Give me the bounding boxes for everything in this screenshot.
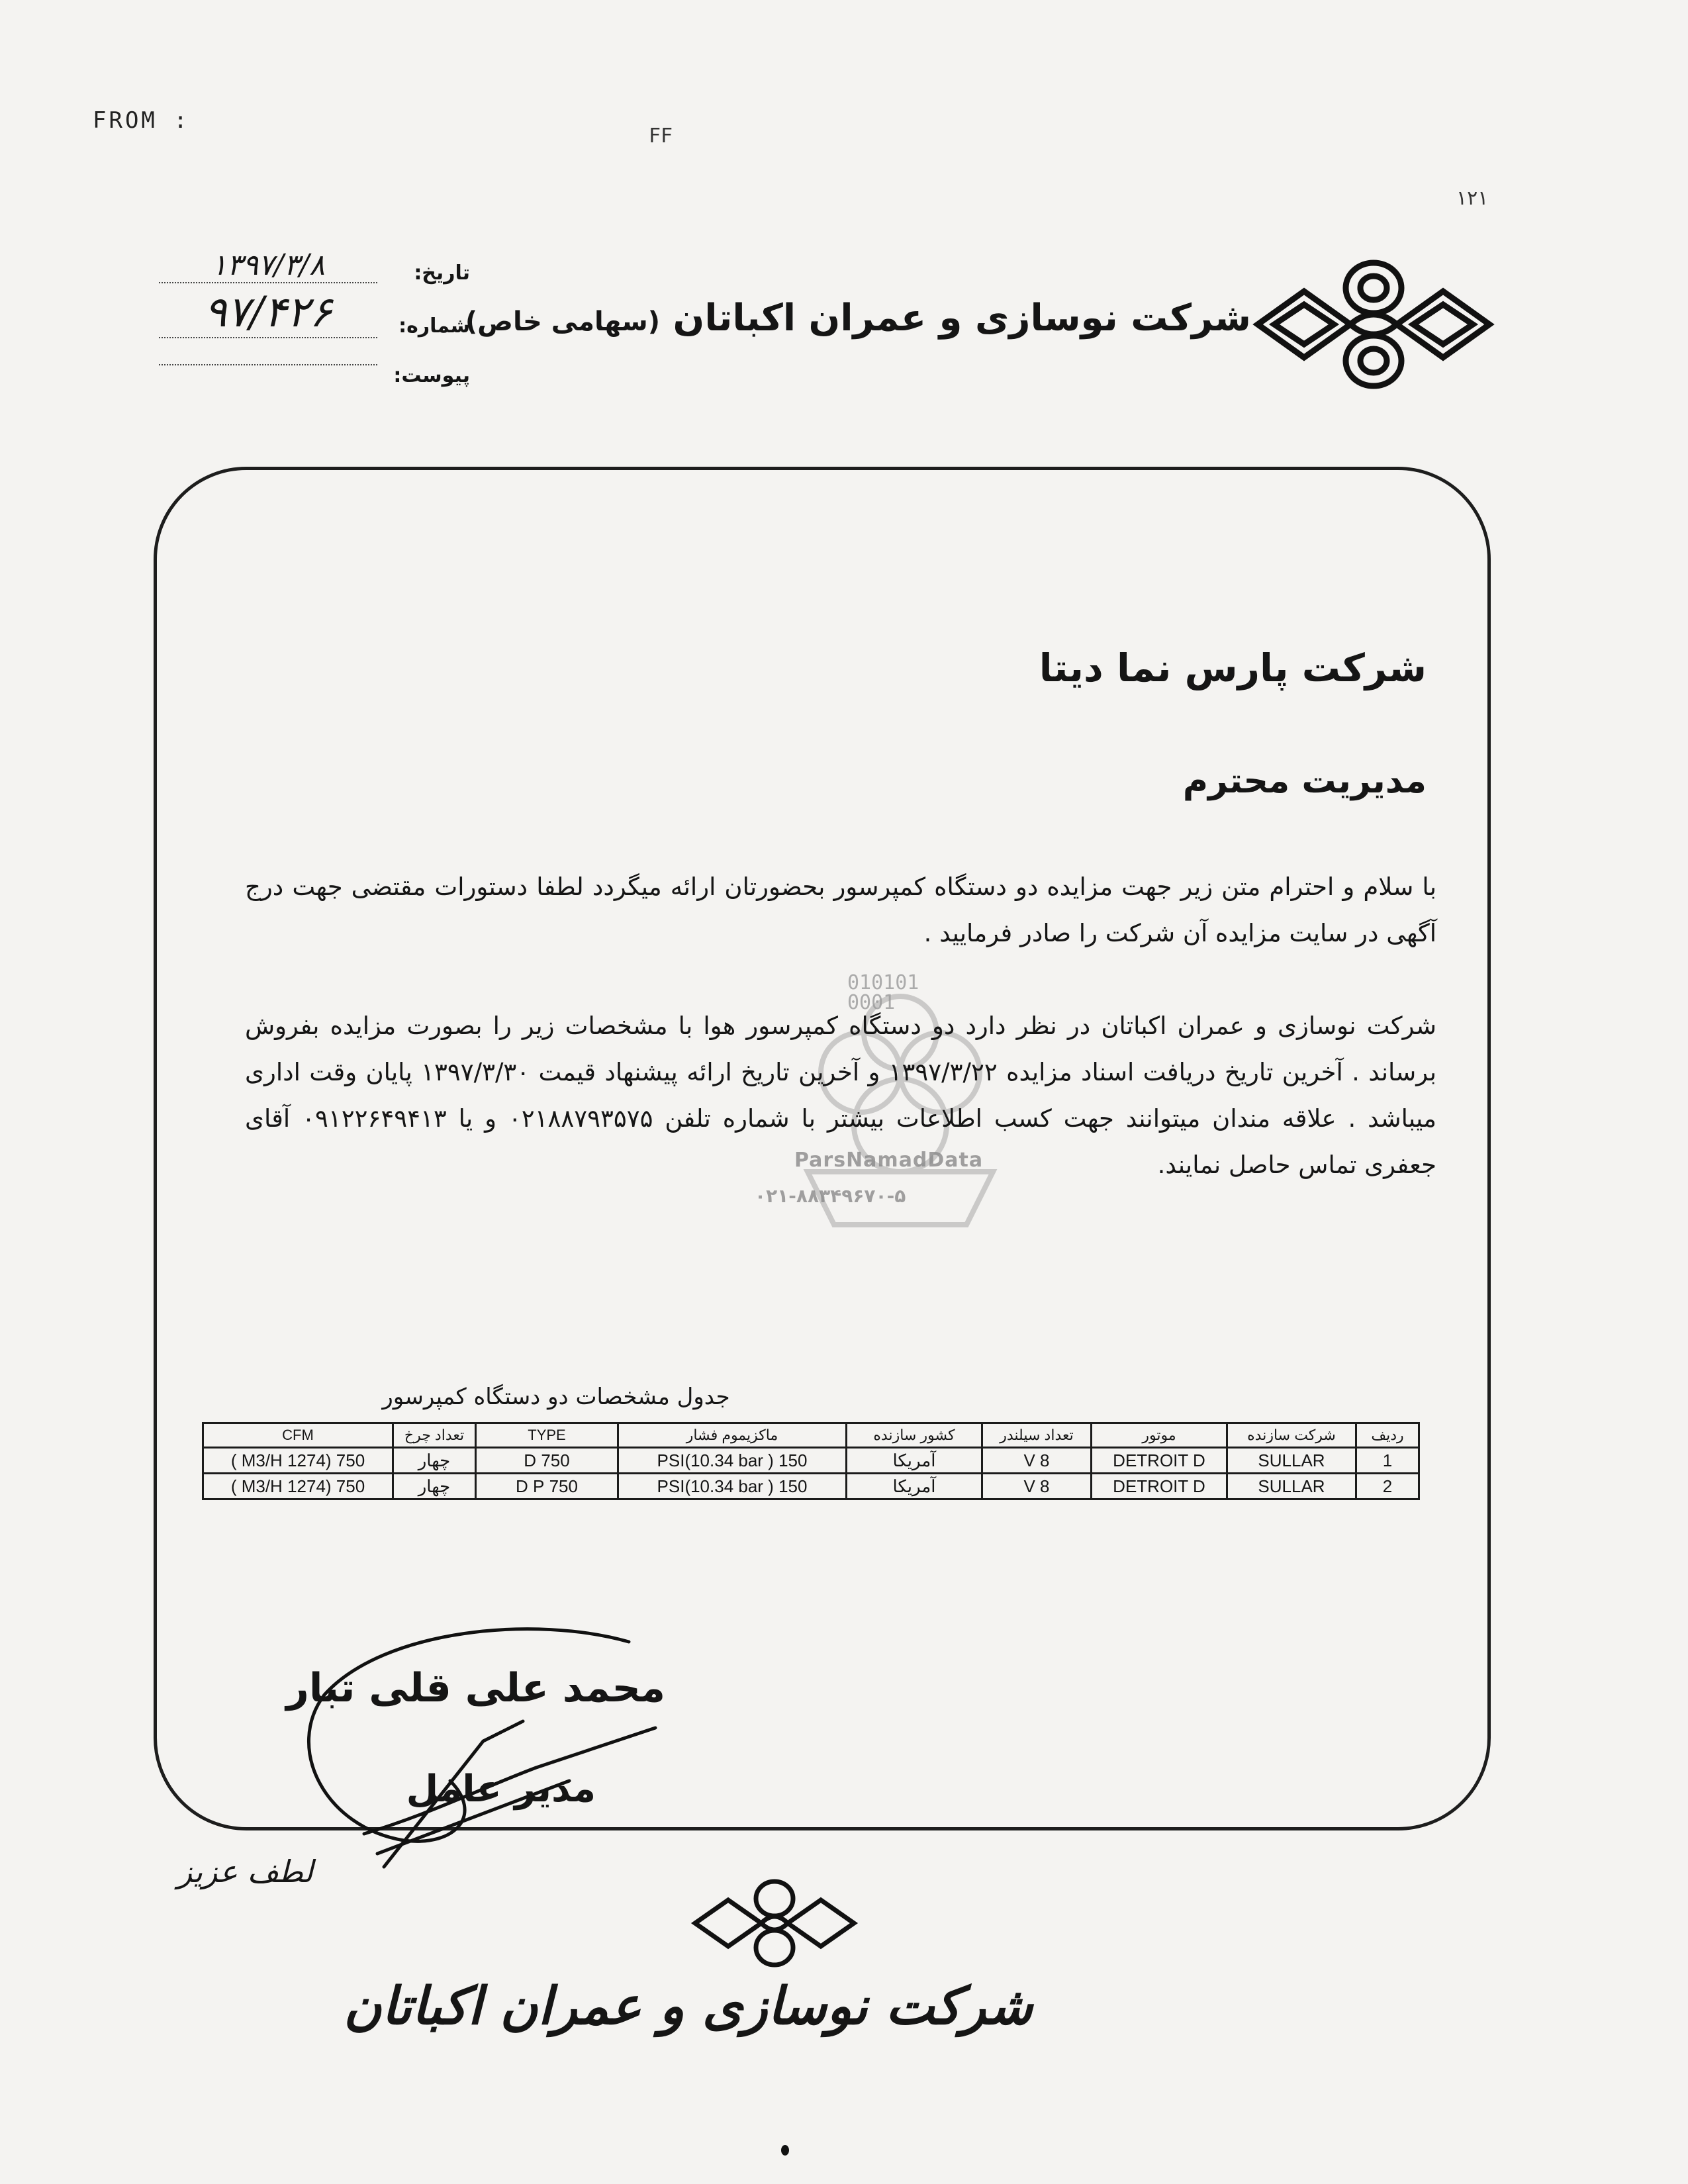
cell-cfm: 750 (1274 M3/H ) <box>203 1448 393 1474</box>
cell-row-no: 2 <box>1356 1474 1419 1499</box>
cell-type: 750 D P <box>476 1474 618 1499</box>
cell-type: 750 D <box>476 1448 618 1474</box>
compressor-specs-table <box>202 1422 1420 1500</box>
col-header-cylinders: تعداد سیلندر <box>982 1423 1092 1448</box>
cell-row-no: 1 <box>1356 1448 1419 1474</box>
cell-manufacturer: SULLAR <box>1227 1448 1356 1474</box>
handwritten-note: لطف عزیز <box>177 1854 314 1889</box>
number-value: ۹۷/۴۲۶ <box>159 288 377 338</box>
handwritten-signature <box>285 1615 695 1893</box>
attachment-value <box>159 364 377 365</box>
watermark-digits-line1: 010101 <box>847 971 919 994</box>
cell-max-pressure: 150 PSI(10.34 bar ) <box>618 1448 847 1474</box>
cell-manufacturer: SULLAR <box>1227 1474 1356 1499</box>
cell-engine: DETROIT D <box>1092 1448 1227 1474</box>
cell-engine: DETROIT D <box>1092 1474 1227 1499</box>
attachment-field <box>159 364 470 387</box>
stamp-knot-logo <box>688 1874 861 1973</box>
body-paragraph-2: شرکت نوسازی و عمران اکباتان در نظر دارد دو دستگاه کمپرسور هوا با مشخصات زیر را بصورت مزایده بفروش برساند . آخرین تاریخ دریافت اسناد مزایده ۱۳۹۷/۳/۲۲ و آخرین تاریخ ارائه پیشنهاد قیمت ۱۳۹۷/۳/۳۰ پایان وقت اداری میباشد . علاقه مندان میتوانند جهت کسب اطلاعات بیشتر با شماره تلفن ۰۲۱۸۸۷۹۳۵۷۵ و یا ۰۹۱۲۲۶۴۹۴۱۳ آقای جعفری تماس حاصل نمایند. <box>245 1012 1436 1179</box>
cell-cylinders: V 8 <box>982 1474 1092 1499</box>
signatory-title: مدیر عامل <box>406 1768 596 1811</box>
cell-country: آمریکا <box>847 1448 982 1474</box>
number-label: شماره: <box>399 314 470 338</box>
company-header <box>465 297 1251 340</box>
date-field <box>159 248 470 285</box>
recipient-name: شرکت پارس نما دیتا <box>1039 645 1427 690</box>
fax-ff-mark: FF <box>649 124 673 148</box>
stamp-company-name: شرکت نوسازی و عمران اکباتان <box>344 1976 1033 2036</box>
col-header-max-pressure: ماکزیموم فشار <box>618 1423 847 1448</box>
cell-cfm: 750 (1274 M3/H ) <box>203 1474 393 1499</box>
cell-max-pressure: 150 PSI(10.34 bar ) <box>618 1474 847 1499</box>
table-row <box>203 1474 1419 1499</box>
number-field <box>159 288 470 338</box>
col-header-type: TYPE <box>476 1423 618 1448</box>
col-header-wheels: تعداد چرخ <box>393 1423 476 1448</box>
watermark-digits-line2: 0001 <box>847 991 896 1014</box>
cell-country: آمریکا <box>847 1474 982 1499</box>
table-title: جدول مشخصات دو دستگاه کمپرسور <box>382 1384 730 1410</box>
col-header-row-no: ردیف <box>1356 1423 1419 1448</box>
attachment-label: پیوست: <box>393 364 470 387</box>
cell-cylinders: V 8 <box>982 1448 1092 1474</box>
fax-from-label: FROM : <box>93 107 190 134</box>
signatory-name: محمد علی قلی تبار <box>286 1665 665 1711</box>
company-type: (سهامی خاص) <box>465 307 661 337</box>
fax-page-code: ١٢١ <box>1456 187 1489 210</box>
company-name: شرکت نوسازی و عمران اکباتان <box>673 297 1251 340</box>
date-value: ۱۳۹۷/۳/۸ <box>159 248 377 283</box>
company-knot-logo <box>1244 252 1503 397</box>
col-header-engine: موتور <box>1092 1423 1227 1448</box>
watermark-phone: ۰۲۱-۸۸۳۴۹۶۷۰-۵ <box>755 1185 906 1207</box>
table-header-row <box>203 1423 1419 1448</box>
col-header-manufacturer: شرکت سازنده <box>1227 1423 1356 1448</box>
col-header-country: کشور سازنده <box>847 1423 982 1448</box>
cell-wheels: چهار <box>393 1448 476 1474</box>
date-label: تاریخ: <box>414 261 470 285</box>
table-row <box>203 1448 1419 1474</box>
cell-wheels: چهار <box>393 1474 476 1499</box>
body-paragraph-1: با سلام و احترام متن زیر جهت مزایده دو دستگاه کمپرسور بحضورتان ارائه میگردد لطفا دستورات مقتضی جهت درج آگهی در سایت مزایده آن شرکت را صادر فرمایید . <box>245 873 1436 947</box>
watermark-brand: ParsNamadData <box>794 1149 984 1172</box>
col-header-cfm: CFM <box>203 1423 393 1448</box>
salutation: مدیریت محترم <box>1182 761 1427 801</box>
ink-dot <box>781 2145 789 2156</box>
